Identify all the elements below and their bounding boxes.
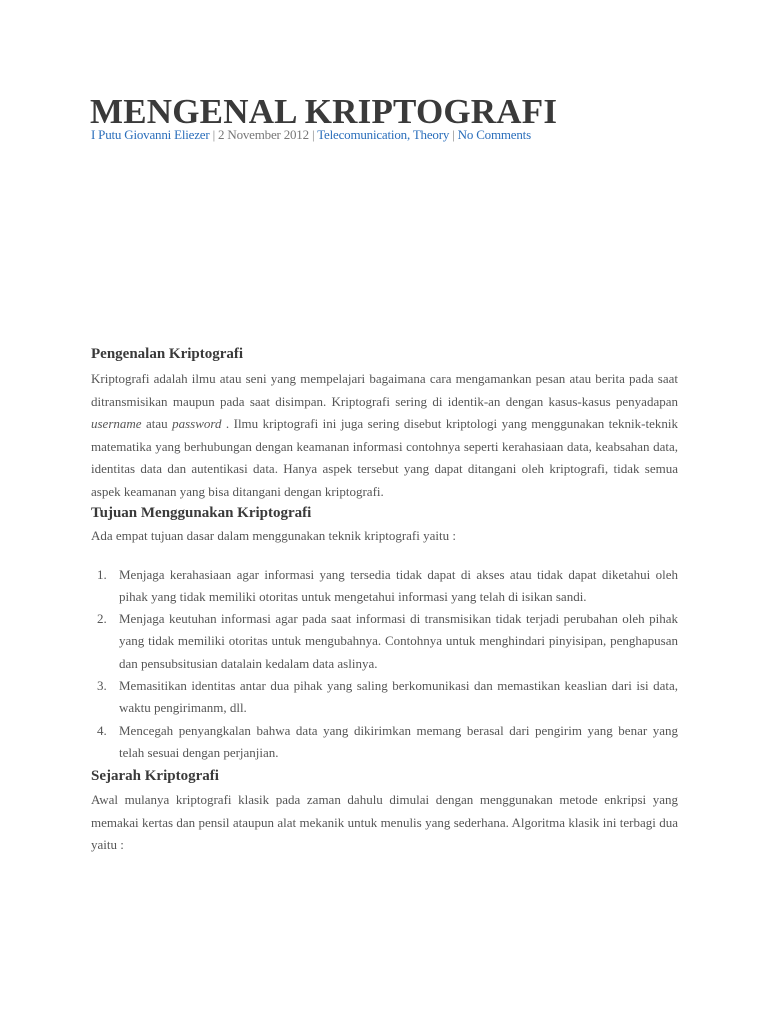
section-heading-sejarah: Sejarah Kriptografi [91,768,219,785]
meta-separator: | [449,127,458,142]
list-text: Menjaga kerahasiaan agar informasi yang tersedia tidak dapat di akses atau tidak dapat diketahui oleh pihak yang tidak memiliki otoritas untuk mengetahui informasi yang telah di isikan sandi. [119,566,678,604]
category-link-telecomunication[interactable]: Telecomunication [317,127,407,142]
emphasis-password: password [172,416,222,431]
list-item [91,720,678,765]
list-number: 3. [97,677,107,693]
category-comma: , [406,127,413,142]
category-link-theory[interactable]: Theory [412,127,450,142]
list-text: Memasitikan identitas antar dua pihak yang saling berkomunikasi dan memastikan keaslian dari isi data, waktu pengirimanm, dll. [119,677,678,716]
list-text: Mencegah penyangkalan bahwa data yang dikirimkan memang berasal dari pengirim yang benar yang telah sesuai dengan perjanjian. [119,722,678,760]
list-number: 2. [97,611,107,627]
tujuan-list [91,564,678,765]
text-run: . Ilmu kriptografi ini juga sering disebut kriptologi yang menggunakan teknik-teknik matematika yang berhubungan dengan keamanan informasi contohnya seperti kerahasiaan data, keabsahan data, identitas data dan autentikasi data. Hanya aspek tersebut yang dapat ditangani oleh kriptografi, tidak semua aspek keamanan yang bisa ditangani dengan kriptografi. [91,416,678,499]
comments-link[interactable]: No Comments [457,127,531,142]
article-body [91,344,678,857]
text-run: Kriptografi adalah ilmu atau seni yang mempelajari bagaimana cara mengamankan pesan atau berita pada saat ditransmisikan maupun pada saat disimpan. Kriptografi sering di identik-an dengan kasus-kasus penyadapan [91,371,678,409]
list-number: 4. [97,722,107,738]
author-link[interactable]: I Putu Giovanni Eliezer [91,127,210,142]
article-title: MENGENAL KRIPTOGRAFI [90,92,558,131]
post-date: 2 November 2012 [218,127,309,142]
paragraph-tujuan-intro: Ada empat tujuan dasar dalam menggunakan teknik kriptografi yaitu : [91,528,456,543]
list-item [91,675,678,720]
meta-separator: | [308,127,318,142]
emphasis-username: username [91,416,142,431]
paragraph-sejarah: Awal mulanya kriptografi klasik pada zaman dahulu dimulai dengan menggunakan metode enkripsi yang memakai kertas dan pensil ataupun alat mekanik untuk menulis yang sederhana. Algoritma klasik ini terbagi dua yaitu : [91,792,678,853]
text-run: atau [141,416,173,431]
list-item [91,608,678,675]
meta-separator: | [209,127,219,142]
article-meta [91,127,531,143]
list-text: Menjaga keutuhan informasi agar pada saat informasi di transmisikan tidak terjadi perubahan oleh pihak yang tidak memiliki otoritas untuk mengubahnya. Contohnya untuk menghindari pinyisipan, penghapusan dan pensubsitusian datalain kedalam data aslinya. [119,611,678,671]
list-number: 1. [97,566,107,582]
list-item [91,564,678,609]
section-heading-tujuan: Tujuan Menggunakan Kriptografi [91,505,312,521]
section-heading-pengenalan: Pengenalan Kriptografi [91,346,244,362]
paragraph-pengenalan [91,368,678,503]
